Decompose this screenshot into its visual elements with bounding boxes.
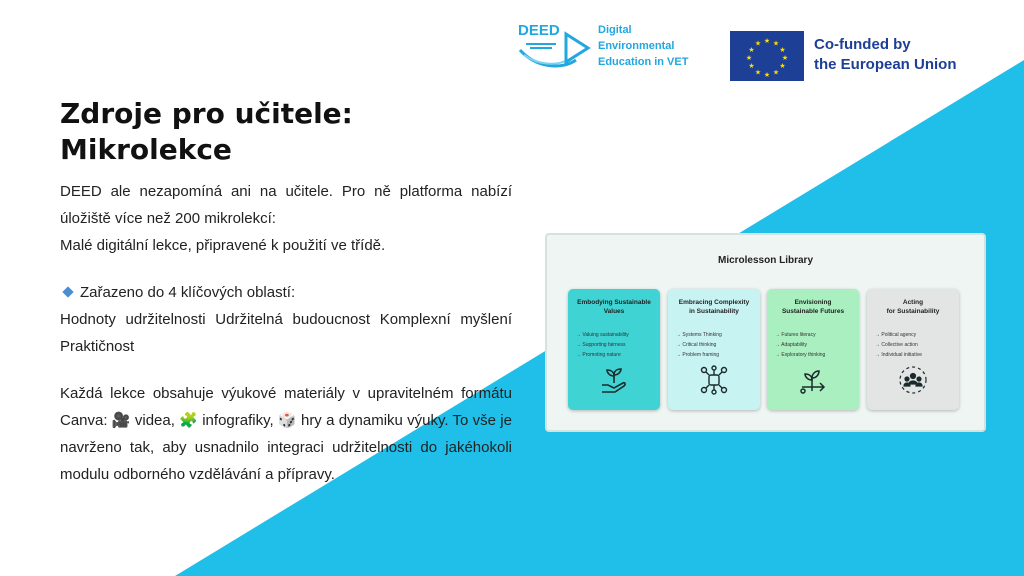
- materials-text: infografiky,: [197, 412, 278, 429]
- svg-text:★: ★: [781, 54, 789, 62]
- svg-text:★: ★: [779, 62, 786, 70]
- card-embodying-values: [568, 289, 660, 410]
- materials-text: hry a dynamiku výuky. To vše je navrženo tak, aby usnadnilo integraci udržitelnosti do jakéhokoli modulu odborného vzdělávání a přípravy.: [60, 412, 512, 483]
- svg-text:★: ★: [754, 39, 762, 48]
- materials-text: videa,: [130, 412, 180, 429]
- eu-text-line: Co-funded by: [814, 36, 911, 53]
- deed-tagline: [598, 22, 708, 70]
- card-title: [668, 298, 760, 316]
- video-camera-icon: 🎥: [111, 411, 131, 429]
- areas-intro-text: Zařazeno do 4 klíčových oblastí:: [80, 284, 296, 301]
- card-title-line: Envisioning: [794, 299, 832, 306]
- card-list-item: → Critical thinking: [676, 340, 722, 350]
- deed-tagline-line: Digital: [598, 24, 632, 36]
- eu-text-line: the European Union: [814, 56, 957, 73]
- card-title: [867, 298, 959, 316]
- card-embracing-complexity: [668, 289, 760, 410]
- card-list-item: → Promoting nature: [576, 350, 629, 360]
- card-list-item: → Problem framing: [676, 350, 722, 360]
- card-title-line: Embracing Complexity: [678, 299, 750, 306]
- card-list: [676, 330, 722, 360]
- card-title-line: Sustainable Futures: [781, 308, 845, 315]
- svg-text:★: ★: [748, 62, 755, 70]
- card-title: [568, 298, 660, 316]
- svg-text:★: ★: [745, 54, 753, 62]
- card-list-item: → Supporting fairness: [576, 340, 629, 350]
- deed-wordmark: DEED: [518, 22, 560, 39]
- card-acting-sustainability: [867, 289, 959, 410]
- card-list-item: → Exploratory thinking: [775, 350, 825, 360]
- eu-flag-icon: [730, 31, 804, 81]
- card-envisioning-futures: [767, 289, 859, 410]
- eu-cofunded-text: [814, 35, 957, 75]
- svg-text:★: ★: [772, 68, 780, 77]
- card-list-item: → Collective action: [875, 340, 922, 350]
- svg-text:★: ★: [748, 46, 755, 54]
- title-line: Mikrolekce: [60, 133, 232, 166]
- svg-text:★: ★: [754, 68, 762, 77]
- card-list-item: → Adaptability: [775, 340, 825, 350]
- deed-tagline-line: Education in VET: [598, 56, 689, 68]
- areas-intro: [60, 279, 512, 306]
- card-title-line: Embodying Sustainable: [577, 299, 651, 306]
- card-title-line: Values: [603, 308, 625, 315]
- dice-icon: 🎲: [277, 411, 297, 429]
- card-title-line: in Sustainability: [689, 308, 739, 315]
- card-title-line: Acting: [902, 299, 924, 306]
- diamond-bullet-icon: [62, 286, 73, 297]
- library-title: Microlesson Library: [717, 255, 814, 266]
- page-title: [60, 96, 353, 168]
- community-icon: [898, 365, 928, 395]
- svg-text:★: ★: [772, 39, 780, 48]
- card-title: [767, 298, 859, 316]
- title-line: Zdroje pro učitele:: [60, 97, 353, 130]
- svg-text:★: ★: [763, 71, 771, 79]
- microlesson-library-figure: [545, 233, 986, 432]
- paragraph-intro: DEED ale nezapomíná ani na učitele. Pro ně platforma nabízí úložiště více než 200 mikrolekcí:: [60, 183, 512, 227]
- card-list: [775, 330, 825, 360]
- card-list: [576, 330, 629, 360]
- network-icon: [699, 365, 729, 395]
- svg-text:★: ★: [779, 46, 786, 54]
- puzzle-icon: 🧩: [179, 411, 198, 429]
- materials-text: Každá lekce obsahuje výukové materiály v upravitelném formátu Canva:: [60, 385, 512, 429]
- card-list-item: → Systems Thinking: [676, 330, 722, 340]
- svg-text:★: ★: [763, 37, 771, 45]
- card-list-item: → Individual initiative: [875, 350, 922, 360]
- paragraph-materials: [60, 380, 512, 488]
- card-list-item: → Futures literacy: [775, 330, 825, 340]
- eu-cofunded-logo: [730, 31, 990, 83]
- deed-tagline-line: Environmental: [598, 40, 675, 52]
- card-title-line: for Sustainability: [886, 308, 940, 315]
- deed-logo: [516, 22, 696, 72]
- sprout-arrow-icon: [798, 365, 828, 395]
- card-list-item: → Political agency: [875, 330, 922, 340]
- card-list: [875, 330, 922, 360]
- body-text: [60, 178, 512, 488]
- areas-list: Hodnoty udržitelnosti Udržitelná budoucnost Komplexní myšlení Praktičnost: [60, 311, 512, 355]
- plant-hand-icon: [599, 365, 629, 395]
- paragraph-intro-2: Malé digitální lekce, připravené k použití ve třídě.: [60, 237, 386, 254]
- card-list-item: → Valuing sustainability: [576, 330, 629, 340]
